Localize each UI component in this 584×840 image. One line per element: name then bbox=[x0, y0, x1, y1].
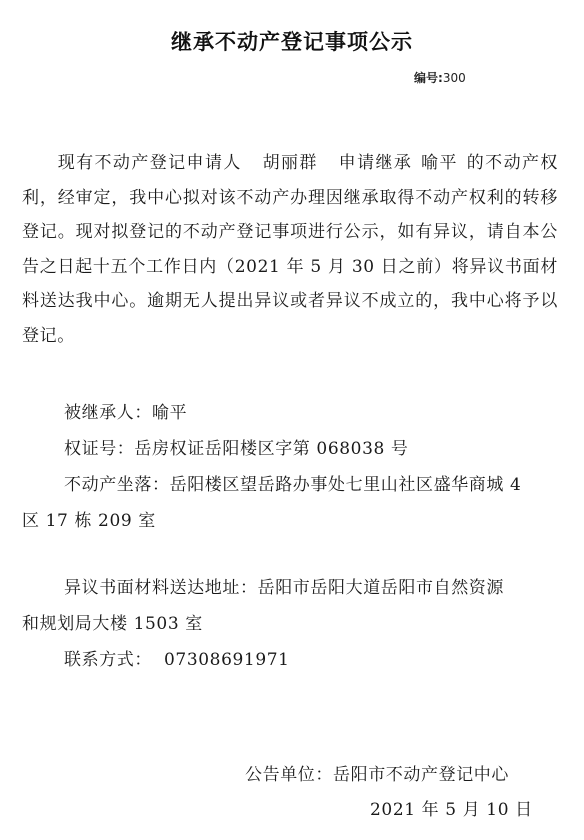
decedent-name: 喻平 bbox=[420, 153, 458, 173]
notice-paragraph bbox=[22, 146, 558, 353]
notice-body-text: 的不动产权利，经审定，我中心拟对该不动产办理因继承取得不动产权利的转移登记。现对拟登记的不动产登记事项进行公示，如有异议，请自本公告之日起十五个工作日内（2021 年 5 月 30 日之前）将异议书面材料送达我中心。逾期无人提出异议或者异议不成立的，我中心将予以登记。 bbox=[22, 153, 559, 346]
document-number-value: 300 bbox=[442, 71, 466, 85]
property-details bbox=[22, 395, 558, 539]
document-title: 继承不动产登记事项公示 bbox=[171, 30, 413, 54]
objection-contact bbox=[22, 570, 558, 678]
issuing-unit: 公告单位：岳阳市不动产登记中心 bbox=[245, 765, 509, 785]
phone-line: 联系方式： 07308691971 bbox=[64, 650, 290, 670]
notice-inherit-text: 申请继承 bbox=[337, 153, 413, 173]
document-number bbox=[414, 69, 466, 86]
location-line: 不动产坐落：岳阳楼区望岳路办事处七里山社区盛华商城 4 bbox=[64, 475, 522, 495]
applicant-name: 胡丽群 bbox=[261, 153, 318, 173]
document-number-label: 编号: bbox=[414, 71, 443, 85]
decedent-line: 被继承人：喻平 bbox=[64, 403, 188, 423]
address-line: 异议书面材料送达地址：岳阳市岳阳大道岳阳市自然资源 bbox=[64, 578, 504, 598]
location-line-continued: 区 17 栋 209 室 bbox=[22, 511, 156, 531]
notice-intro: 现有不动产登记申请人 bbox=[57, 153, 242, 173]
issue-date: 2021 年 5 月 10 日 bbox=[370, 800, 533, 820]
address-line-continued: 和规划局大楼 1503 室 bbox=[22, 614, 203, 634]
certificate-line: 权证号：岳房权证岳阳楼区字第 068038 号 bbox=[64, 439, 409, 459]
